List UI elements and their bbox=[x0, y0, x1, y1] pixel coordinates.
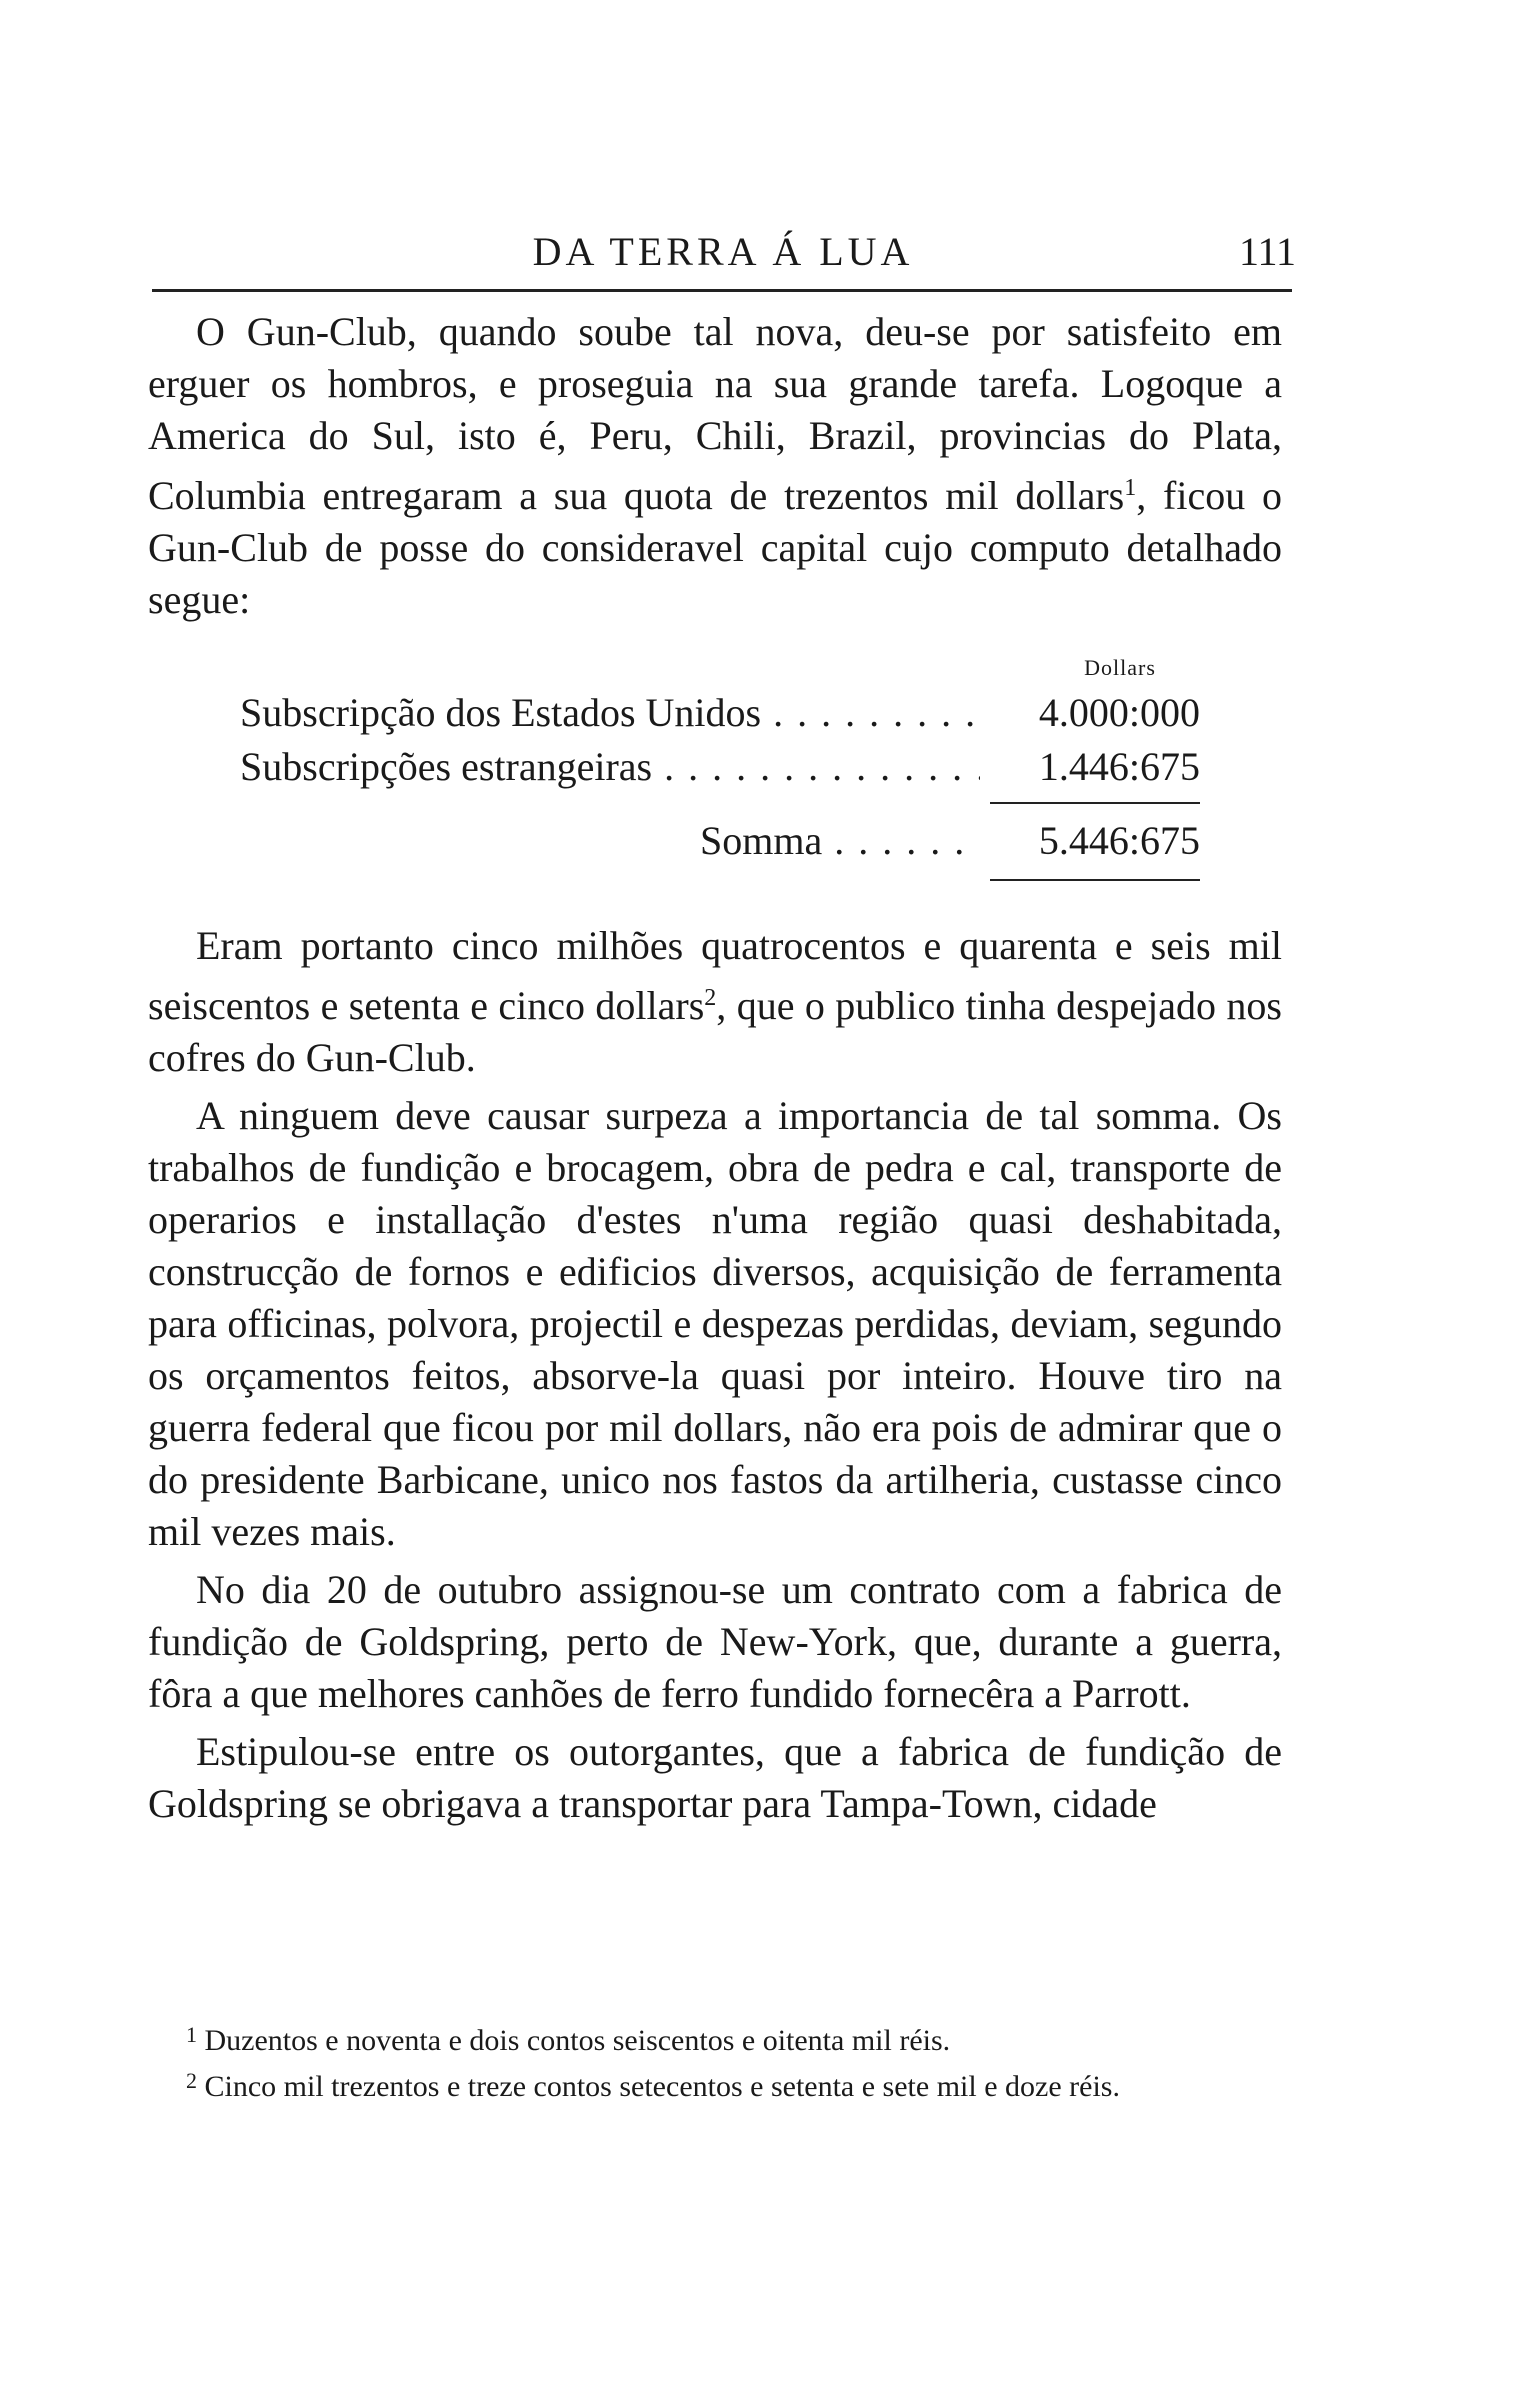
paragraph-2-before: Eram portanto cinco milhões quatrocentos e quarenta e seis mil seiscentos e setenta e cinco dollars bbox=[148, 923, 1282, 1028]
footnote-2 bbox=[148, 2061, 1282, 2107]
ledger-sum-rule bbox=[990, 802, 1200, 804]
ledger-total-row bbox=[200, 817, 1200, 871]
paragraph-3: A ninguem deve causar surpeza a importancia de tal somma. Os trabalhos de fundição e brocagem, obra de pedra e cal, transporte de operarios e installação d'estes n'uma região quasi deshabitada, construcção de fornos e edificios diversos, acquisição de ferramenta para officinas, polvora, projectil e despezas perdidas, deviam, segundo os orçamentos feitos, absorve-la quasi por inteiro. Houve tiro na guerra federal que ficou por mil dollars, não era pois de admirar que o do presidente Barbicane, unico nos fastos da artilheria, custasse cinco mil vezes mais. bbox=[148, 1093, 1282, 1554]
ledger-row-amount: 1.446:675 bbox=[1038, 744, 1200, 789]
running-header bbox=[150, 218, 1296, 278]
ledger-row bbox=[200, 743, 1200, 797]
paragraph-2 bbox=[148, 920, 1282, 1084]
ledger-row bbox=[200, 689, 1200, 743]
paragraph-1-after: , ficou o Gun-Club de posse do consideravel capital cujo computo detalhado segue: bbox=[148, 473, 1282, 622]
running-title: DA TERRA Á LUA bbox=[532, 229, 914, 274]
ledger-row-amount: 4.000:000 bbox=[1038, 690, 1200, 735]
ledger-total-label: Somma . . . bbox=[700, 817, 980, 864]
body-text bbox=[148, 920, 1282, 1836]
paragraph-1-text bbox=[148, 306, 1282, 626]
paragraph-5: Estipulou-se entre os outorgantes, que a fabrica de fundição de Goldspring se obrigava a transportar para Tampa-Town, cidade bbox=[148, 1729, 1282, 1826]
ledger-row-label: Subscripção dos Estados Unidos . . . bbox=[240, 689, 980, 736]
footnote-text: Duzentos e noventa e dois contos seiscentos e oitenta mil réis. bbox=[204, 2024, 951, 2057]
footnote-marker: 2 bbox=[186, 2068, 197, 2093]
footnote-marker: 1 bbox=[186, 2022, 197, 2047]
footnote-ref-1: 1 bbox=[1124, 475, 1137, 501]
footnote-1 bbox=[148, 2015, 1282, 2061]
paragraph-1-before: O Gun-Club, quando soube tal nova, deu-se por satisfeito em erguer os hombros, e proseguia na sua grande tarefa. Logoque a America do Sul, isto é, Peru, Chili, Brazil, provincias do Plata, Columbia entregaram a sua quota de trezentos mil dollars bbox=[148, 309, 1282, 518]
ledger-unit-label: Dollars bbox=[1084, 655, 1156, 680]
header-rule bbox=[152, 289, 1292, 292]
footnotes bbox=[148, 2015, 1282, 2107]
paragraph-2-after: , que o publico tinha despejado nos cofres do Gun-Club. bbox=[148, 983, 1282, 1080]
footnote-ref-2: 2 bbox=[704, 985, 717, 1011]
ledger-total-rule bbox=[990, 879, 1200, 881]
page-number: 111 bbox=[1238, 229, 1296, 274]
ledger-total-amount: 5.446:675 bbox=[1038, 818, 1200, 863]
paragraph-1 bbox=[148, 306, 1282, 626]
paragraph-4: No dia 20 de outubro assignou-se um contrato com a fabrica de fundição de Goldspring, perto de New-York, que, durante a guerra, fôra a que melhores canhões de ferro fundido fornecêra a Parrott. bbox=[148, 1567, 1282, 1716]
footnote-text: Cinco mil trezentos e treze contos setecentos e setenta e sete mil e doze réis. bbox=[204, 2070, 1120, 2103]
ledger-row-label: Subscripções estrangeiras . . . bbox=[240, 743, 980, 790]
